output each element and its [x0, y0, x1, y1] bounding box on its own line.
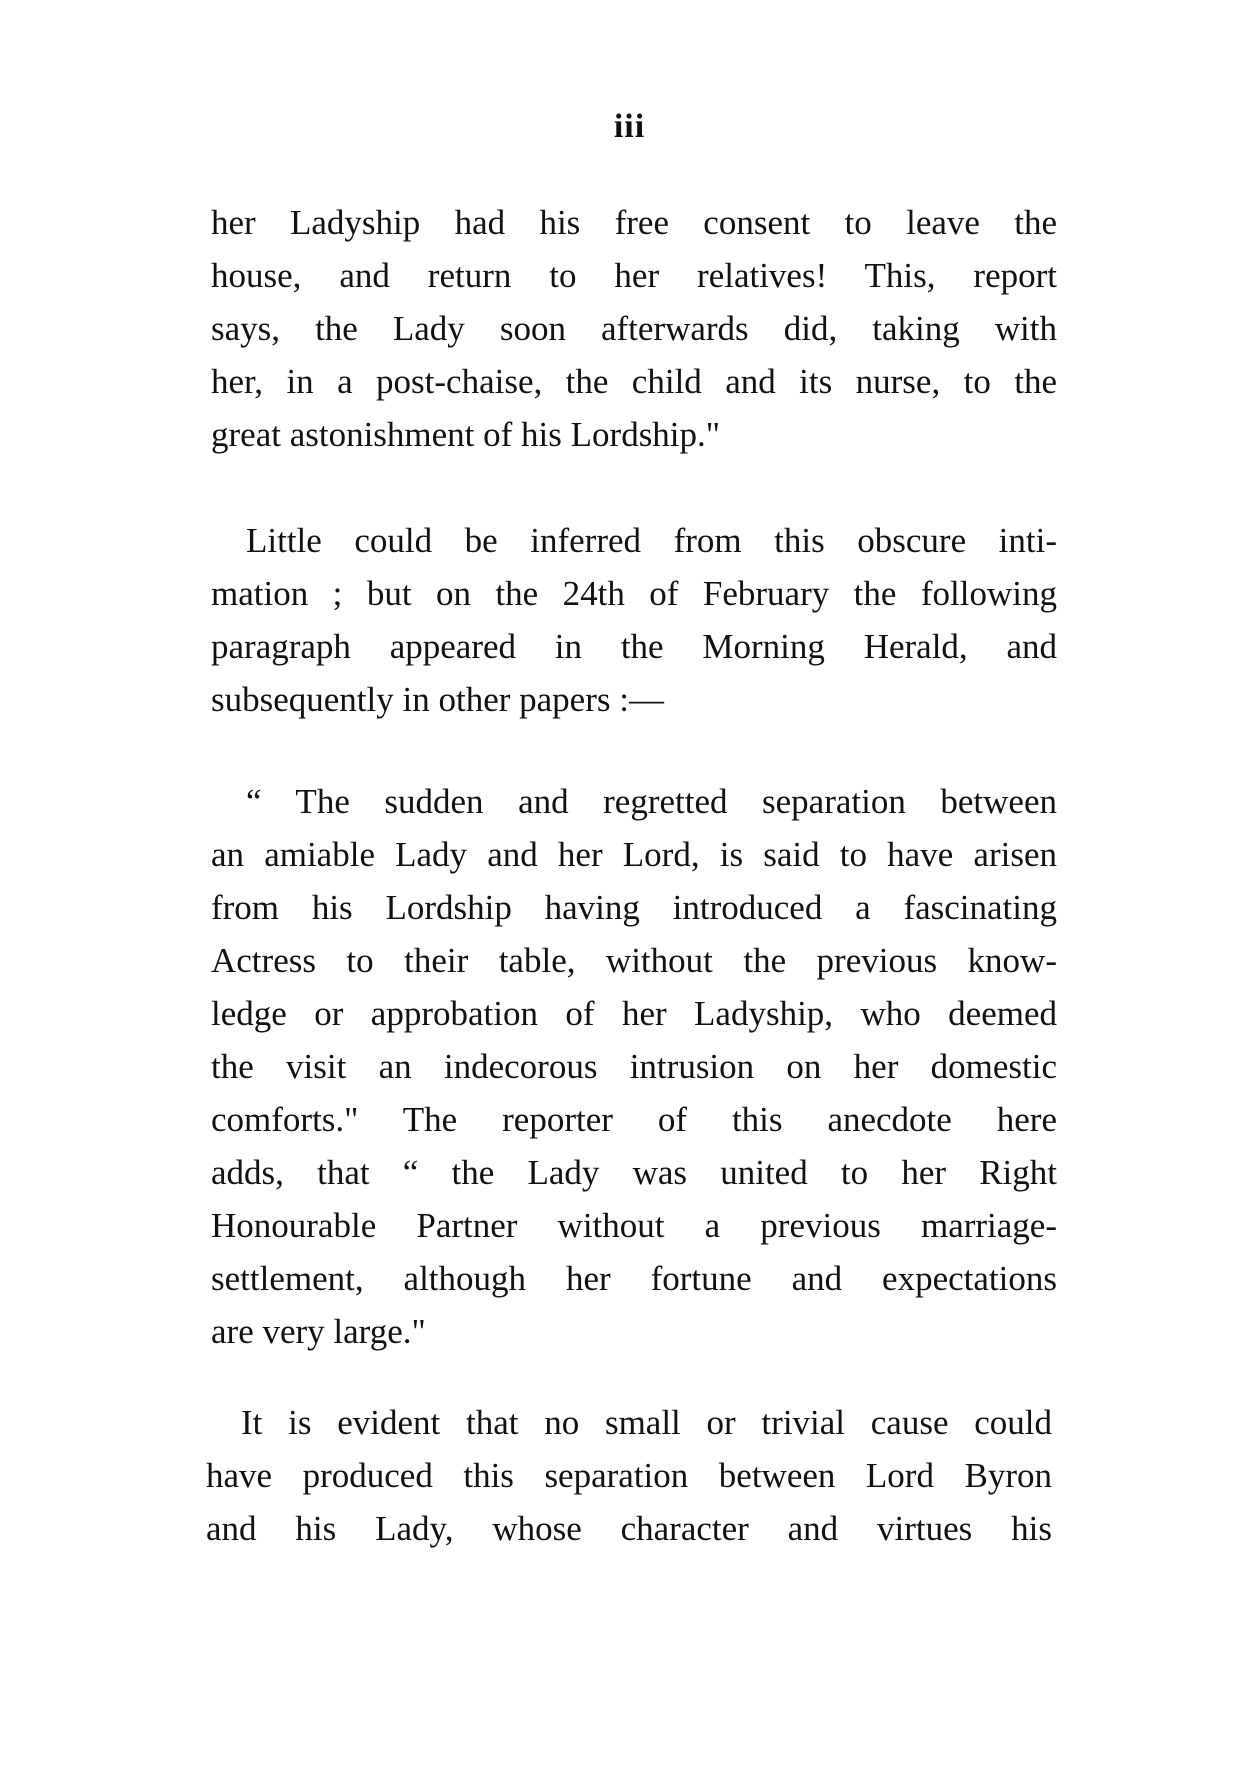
- page-number: iii: [613, 108, 646, 145]
- text-line: paragraph appeared in the Morning Herald, and: [211, 627, 1057, 666]
- text-line: Honourable Partner without a previous marriage-: [211, 1206, 1057, 1245]
- text-line: says, the Lady soon afterwards did, taking with: [211, 309, 1057, 348]
- text-line: great astonishment of his Lordship.": [211, 415, 721, 454]
- text-line: settlement, although her fortune and expectations: [211, 1259, 1057, 1298]
- text-line: adds, that “ the Lady was united to her Right: [211, 1153, 1057, 1192]
- text-line: her, in a post-chaise, the child and its nurse, to the: [211, 362, 1057, 401]
- text-line: subsequently in other papers :—: [211, 680, 664, 719]
- text-line: from his Lordship having introduced a fascinating: [211, 888, 1057, 927]
- text-line: an amiable Lady and her Lord, is said to have arisen: [211, 835, 1057, 874]
- paragraph-quotation: [211, 775, 1057, 1358]
- text-line: Actress to their table, without the previous know-: [211, 941, 1057, 980]
- paragraph-inference: [211, 514, 1057, 726]
- text-line: are very large.": [211, 1312, 426, 1351]
- text-line: house, and return to her relatives! This, report: [211, 256, 1057, 295]
- text-line: mation ; but on the 24th of February the following: [211, 574, 1057, 613]
- paragraph-continued: [211, 196, 1057, 461]
- text-line: “ The sudden and regretted separation between: [246, 782, 1057, 821]
- text-line: the visit an indecorous intrusion on her domestic: [211, 1047, 1057, 1086]
- text-line: her Ladyship had his free consent to leave the: [211, 203, 1057, 242]
- text-line: It is evident that no small or trivial cause could: [241, 1403, 1052, 1442]
- text-line: and his Lady, whose character and virtues his: [206, 1509, 1052, 1548]
- text-line: have produced this separation between Lord Byron: [206, 1456, 1052, 1495]
- paragraph-evident: [206, 1396, 1052, 1555]
- text-line: ledge or approbation of her Ladyship, who deemed: [211, 994, 1057, 1033]
- text-line: Little could be inferred from this obscure inti-: [246, 521, 1057, 560]
- text-line: comforts." The reporter of this anecdote here: [211, 1100, 1057, 1139]
